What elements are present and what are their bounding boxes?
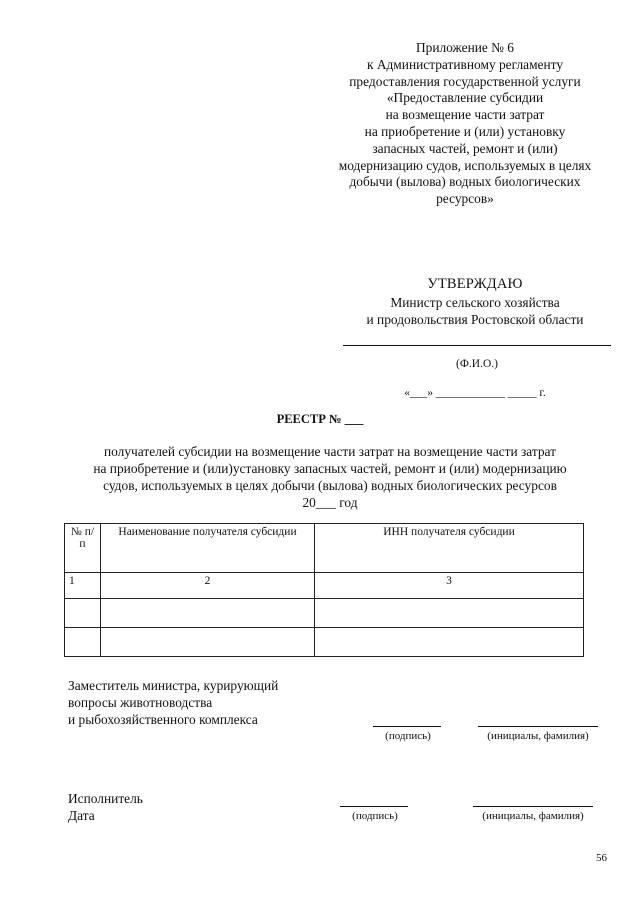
deputy-line: вопросы животноводства — [68, 694, 213, 710]
registry-description-line: на приобретение и (или)установку запасных частей, ремонт и (или) модернизацию — [93, 461, 567, 476]
registry-title: РЕЕСТР № ___ — [276, 412, 364, 426]
table-row — [65, 628, 584, 657]
table-cell — [65, 599, 101, 628]
executor-name-blank — [473, 806, 593, 807]
deputy-name-blank — [478, 726, 598, 727]
approval-date-line: «___» ____________ _____ г. — [404, 387, 546, 399]
registry-description-line: получателей субсидии на возмещение части затрат на возмещение части затрат — [104, 444, 556, 459]
appendix-line: ресурсов» — [436, 191, 494, 207]
appendix-line: предоставления государственной услуги — [349, 73, 581, 89]
approval-title: УТВЕРЖДАЮ — [427, 276, 523, 292]
deputy-line: и рыбохозяйственного комплекса — [68, 711, 258, 727]
fio-caption: (Ф.И.О.) — [456, 358, 498, 370]
page-number: 56 — [596, 852, 607, 864]
appendix-line: к Административному регламенту — [366, 56, 564, 72]
appendix-line: Приложение № 6 — [415, 40, 515, 55]
header-cell-inn: ИНН получателя субсидии — [315, 524, 584, 573]
executor-sign-caption: (подпись) — [352, 810, 398, 822]
approval-signature-line — [343, 345, 611, 346]
executor-label: Исполнитель — [68, 791, 143, 806]
header-cell-recipient-name: Наименование получателя субсидии — [101, 524, 315, 573]
numbering-cell: 1 — [65, 573, 101, 599]
table-numbering-row — [65, 573, 584, 599]
deputy-line: Заместитель министра, курирующий — [68, 678, 279, 693]
registry-description — [40, 443, 620, 511]
deputy-sign-caption: (подпись) — [385, 730, 431, 742]
appendix-line: на возмещение части затрат — [385, 107, 545, 123]
appendix-line: «Предоставление субсидии — [386, 90, 544, 106]
appendix-line: на приобретение и (или) установку — [364, 123, 566, 139]
table-cell — [65, 628, 101, 657]
numbering-cell: 2 — [101, 573, 315, 599]
registry-description-line: 20___ год — [302, 495, 358, 510]
table-cell — [315, 628, 584, 657]
deputy-signature-label — [68, 678, 348, 728]
table-cell — [101, 628, 315, 657]
table-header-row — [65, 524, 584, 573]
executor-date-label: Дата — [68, 807, 95, 823]
executor-label-block — [68, 791, 268, 825]
deputy-name-caption: (инициалы, фамилия) — [487, 730, 589, 742]
table-cell — [101, 599, 315, 628]
table-row — [65, 599, 584, 628]
approval-position — [320, 294, 630, 328]
header-cell-number: № п/п — [65, 524, 101, 573]
table-cell — [315, 599, 584, 628]
numbering-cell: 3 — [315, 573, 584, 599]
appendix-header — [300, 40, 630, 208]
registry-table — [64, 523, 584, 657]
deputy-signature-blank — [373, 726, 441, 727]
approval-line: и продовольствия Ростовской области — [366, 312, 584, 327]
appendix-line: модернизацию судов, используемых в целях — [338, 157, 592, 173]
approval-line: Министр сельского хозяйства — [390, 295, 560, 310]
appendix-line: добычи (вылова) водных биологических — [349, 174, 581, 190]
registry-description-line: судов, используемых в целях добычи (вылова) водных биологических ресурсов — [103, 478, 557, 493]
executor-name-caption: (инициалы, фамилия) — [482, 810, 584, 822]
executor-signature-blank — [340, 806, 408, 807]
appendix-line: запасных частей, ремонт и (или) — [372, 140, 558, 156]
